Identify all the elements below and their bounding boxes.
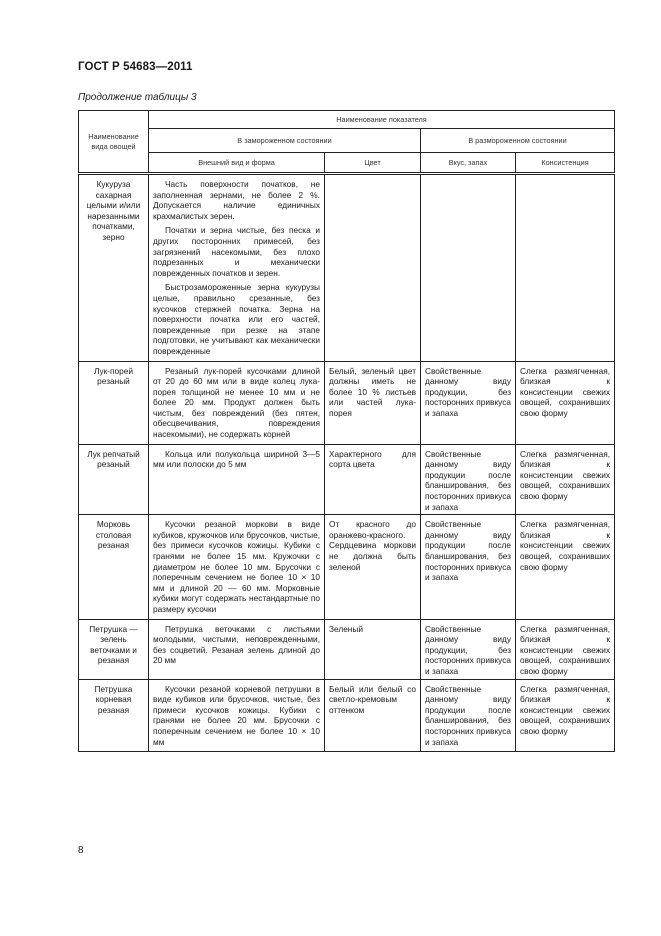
cell-color: Белый или белый со светло-кремовым оттенком	[325, 679, 421, 752]
cell-consistency	[516, 174, 615, 362]
cell-consistency: Слегка размягченная, близкая к консистенции свежих овощей, сохранивших свою форму	[516, 361, 615, 444]
page-number: 8	[78, 845, 84, 856]
header-taste: Вкус, запах	[421, 153, 516, 174]
cell-taste: Свойственные данному виду продукции после бланширования, без посторонних привкуса и запаха	[421, 679, 516, 752]
cell-taste: Свойственные данному виду продукции, без посторонних привкуса и запаха	[421, 361, 516, 444]
appearance-paragraph: Быстрозамороженные зерна кукурузы целые, правильно срезанные, без кусочков стержней початка. Зерна на поверхности початка или его частей, поврежденные при резке на этапе подготовки, не учитывают как механически поврежденные	[153, 282, 320, 356]
cell-color	[325, 174, 421, 362]
table-row	[79, 679, 615, 752]
table-row	[79, 361, 615, 444]
cell-vegetable: Лук-порей резаный	[79, 361, 149, 444]
header-appearance: Внешний вид и форма	[149, 153, 325, 174]
cell-appearance	[149, 444, 325, 515]
quality-table	[78, 110, 615, 752]
cell-consistency: Слегка размягченная, близкая к консистенции свежих овощей, сохранивших свою форму	[516, 444, 615, 515]
appearance-paragraph: Кусочки резаной корневой петрушки в виде кубиков или брусочков, чистые, без примеси кусочков кожицы. Кубики с гранями не более 20 мм. Брусочки с поперечным сечением не более 10 × 10 мм	[153, 683, 320, 747]
cell-appearance	[149, 174, 325, 362]
header-indicator-name: Наименование показателя	[149, 111, 615, 129]
cell-color: От красного до оранжево-красного. Сердцевина моркови не должна быть зеленой	[325, 515, 421, 619]
header-vegetable-type: Наименование вида овощей	[79, 111, 149, 174]
cell-color: Белый, зеленый цвет должны иметь не более 10 % листьев или частей лука-порея	[325, 361, 421, 444]
table-row	[79, 619, 615, 679]
appearance-paragraph: Кусочки резаной моркови в виде кубиков, кружочков или брусочков, чистые, без примеси кусочков кожицы. Кубики с гранями не более 15 мм. Кружочки с диаметром не более 10 мм. Брусочки с поперечным сечением не более 10 × 10 мм и длиной 20 — 60 мм. Морковные кубики могут содержать нестандартные по размеру кусочки	[153, 519, 320, 614]
cell-consistency: Слегка размягченная, близкая к консистенции свежих овощей, сохранивших свою форму	[516, 679, 615, 752]
header-color: Цвет	[325, 153, 421, 174]
table-row	[79, 174, 615, 362]
cell-taste: Свойственные данному виду продукции после бланширования, без посторонних привкуса и запаха	[421, 515, 516, 619]
header-consistency: Консистенция	[516, 153, 615, 174]
cell-color: Зеленый	[325, 619, 421, 679]
cell-appearance	[149, 515, 325, 619]
cell-vegetable: Петрушка — зелень веточками и резаная	[79, 619, 149, 679]
cell-appearance	[149, 619, 325, 679]
cell-taste: Свойственные данному виду продукции после бланширования, без посторонних привкуса и запаха	[421, 444, 516, 515]
cell-consistency: Слегка размягченная, близкая к консистенции свежих овощей, сохранивших свою форму	[516, 515, 615, 619]
cell-appearance	[149, 361, 325, 444]
cell-appearance	[149, 679, 325, 752]
appearance-paragraph: Початки и зерна чистые, без песка и других посторонних примесей, без загрязнений насекомыми, без плохо подрезанных и механически поврежденных початков и зерен.	[153, 225, 320, 278]
cell-consistency: Слегка размягченная, близкая к консистенции свежих овощей, сохранивших свою форму	[516, 619, 615, 679]
table-continuation-label: Продолжение таблицы 3	[78, 92, 197, 103]
table-row	[79, 515, 615, 619]
document-code: ГОСТ Р 54683—2011	[78, 61, 193, 73]
table-row	[79, 444, 615, 515]
cell-vegetable: Морковь столовая резаная	[79, 515, 149, 619]
cell-vegetable: Лук репчатый резаный	[79, 444, 149, 515]
header-thawed-state: В размороженном состоянии	[421, 129, 615, 153]
cell-taste: Свойственные данному виду продукции, без посторонних привкуса и запаха	[421, 619, 516, 679]
appearance-paragraph: Кольца или полукольца шириной 3—5 мм или полоски до 5 мм	[153, 448, 320, 470]
cell-vegetable: Кукуруза сахарная целыми и/или нарезанными початками, зерно	[79, 174, 149, 362]
cell-taste	[421, 174, 516, 362]
cell-color: Характерного для сорта цвета	[325, 444, 421, 515]
appearance-paragraph: Резаный лук-порей кусочками длиной от 20 до 60 мм или в виде колец лука-порея толщиной не менее 10 мм и не более 20 мм. Продукт должен быть чистым, без повреждений (без пятен, обесцвечивания, повреждения насекомыми), не содержать корней	[153, 365, 320, 440]
header-frozen-state: В замороженном состоянии	[149, 129, 421, 153]
cell-vegetable: Петрушка корневая резаная	[79, 679, 149, 752]
appearance-paragraph: Часть поверхности початков, не заполненная зернами, не более 2 %. Допускается наличие единичных крахмалистых зерен.	[153, 179, 320, 221]
appearance-paragraph: Петрушка веточками с листьями молодыми, чистыми, неповрежденными, без соцветий. Резаная зелень длиной до 20 мм	[153, 623, 320, 666]
